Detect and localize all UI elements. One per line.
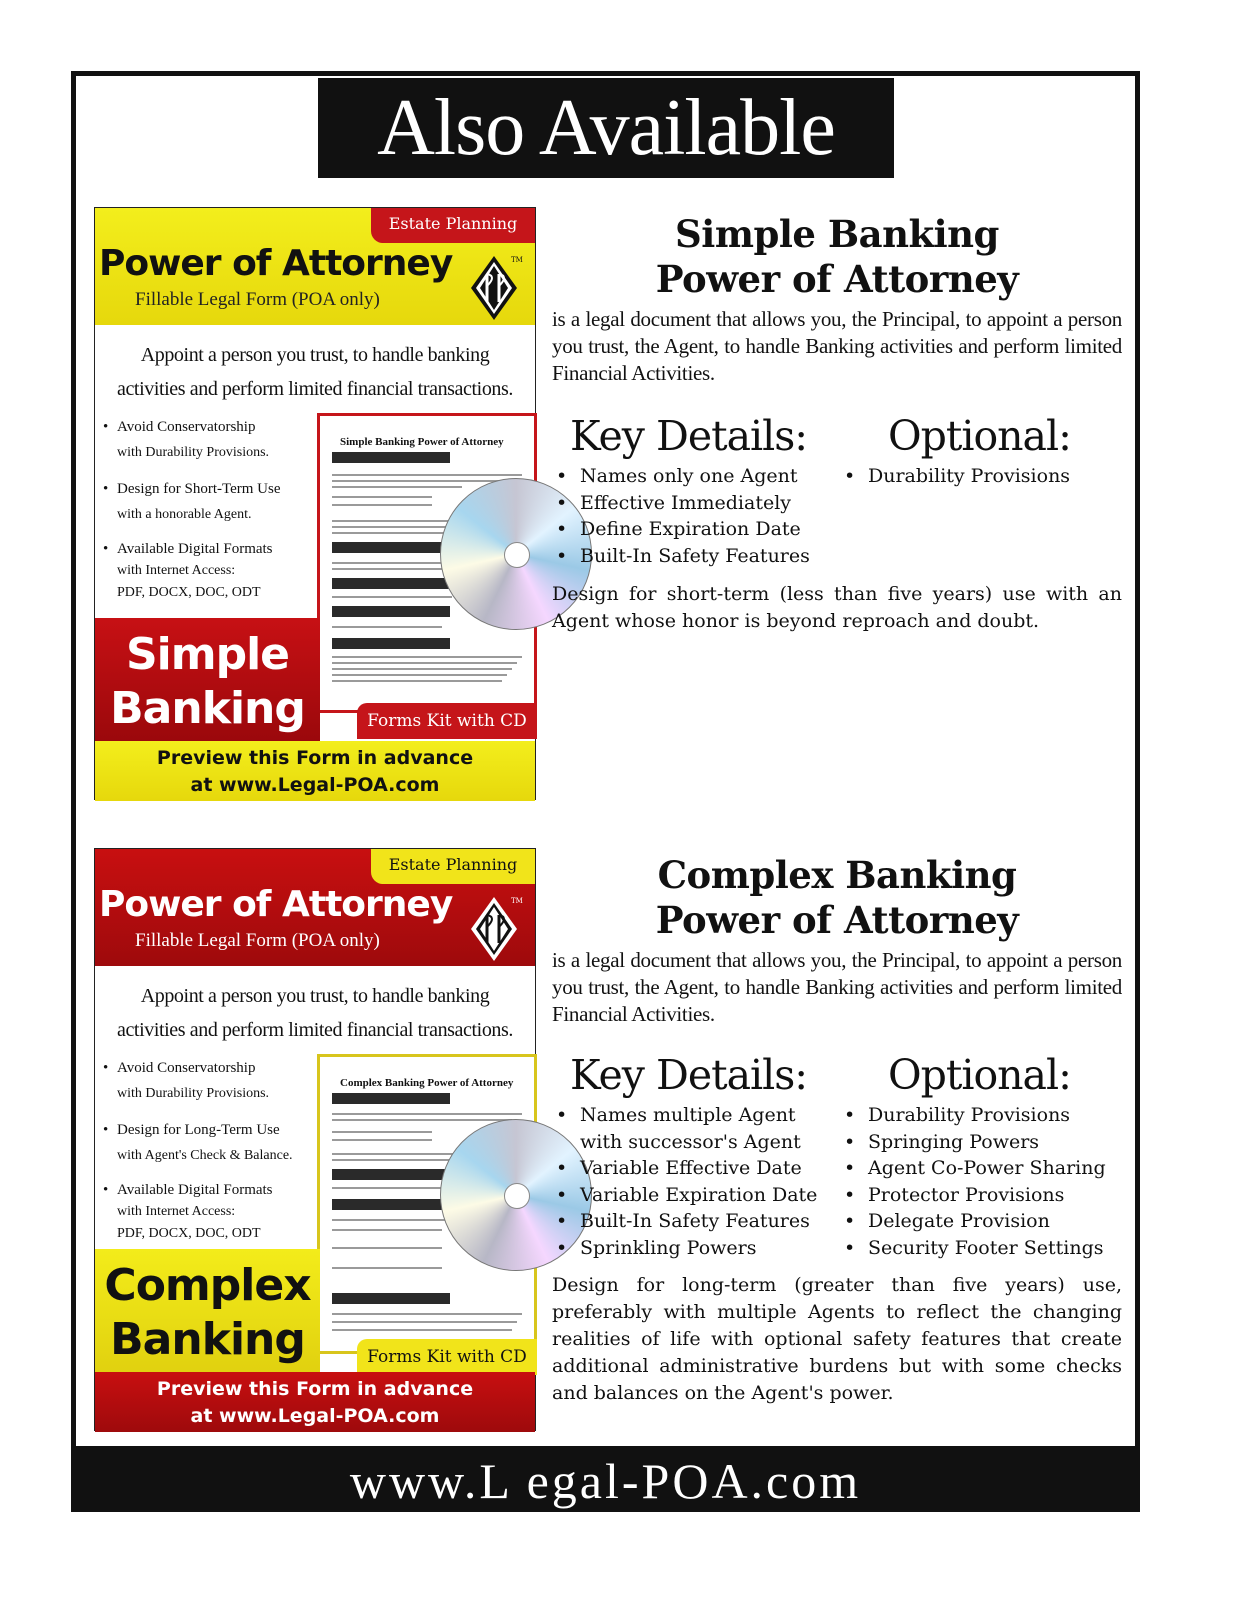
- list-item: • Protector Provisions: [844, 1182, 1124, 1209]
- list-item: • Durability Provisions: [844, 463, 1124, 490]
- list-item: • Avoid Conservatorship with Durability Provisions.: [103, 1055, 318, 1107]
- list-item: • Define Expiration Date: [556, 516, 846, 543]
- page-title: Also Available: [318, 78, 894, 178]
- product-title: Complex Banking Power of Attorney: [655, 853, 1019, 942]
- forms-kit-label: Forms Kit with CD: [357, 1339, 537, 1375]
- product-summary: Design for long-term (greater than five years) use, preferably with multiple Agents to reflect the changing realities of life with optional safety features that create additional administrative burdens but with some checks and balances on the Agent's power.: [552, 1274, 1122, 1404]
- details-section: [552, 411, 1122, 581]
- list-item: • Security Footer Settings: [844, 1235, 1124, 1262]
- list-item: • Built-In Safety Features: [556, 1208, 846, 1235]
- list-item: • Design for Short-Term Use with a honorable Agent.: [103, 476, 318, 528]
- svg-text:TM: TM: [511, 256, 523, 264]
- product-title: Simple Banking Power of Attorney: [655, 212, 1019, 301]
- optional-heading: Optional:: [888, 412, 1071, 460]
- list-item: with successor's Agent: [580, 1130, 801, 1153]
- list-item: • Delegate Provision: [844, 1208, 1124, 1235]
- complex-banking-info: [552, 853, 1122, 1407]
- forms-kit-label: Forms Kit with CD: [357, 703, 537, 739]
- list-item: • Design for Long-Term Use with Agent's Check & Balance.: [103, 1117, 318, 1169]
- list-item: • Sprinkling Powers: [556, 1235, 846, 1262]
- list-item: • Avoid Conservatorship with Durability Provisions.: [103, 414, 318, 466]
- preview-link-banner[interactable]: Preview this Form in advance at www.Legal-POA.com: [95, 741, 535, 801]
- key-details: [556, 1050, 846, 1261]
- form-preview-title: Simple Banking Power of Attorney: [340, 436, 504, 448]
- list-item: • Springing Powers: [844, 1129, 1124, 1156]
- cover-subtitle: Fillable Legal Form (POA only): [135, 289, 380, 310]
- simple-banking-cover[interactable]: [94, 207, 536, 800]
- list-item: • Available Digital Formats with Internet Access: PDF, DOCX, DOC, ODT: [103, 538, 318, 604]
- footer-website-link[interactable]: www.L egal-POA.com: [71, 1446, 1140, 1512]
- brand-logo-icon: [467, 252, 521, 324]
- list-item: • Variable Expiration Date: [556, 1182, 846, 1209]
- key-details-heading: Key Details:: [570, 1051, 808, 1099]
- list-item: • Agent Co-Power Sharing: [844, 1155, 1124, 1182]
- optional-details: [844, 411, 1124, 490]
- product-name-box: Simple Banking: [95, 618, 320, 746]
- cover-subtitle: Fillable Legal Form (POA only): [135, 930, 380, 951]
- list-item: • Names multiple Agent: [556, 1102, 846, 1129]
- list-item: • Built-In Safety Features: [556, 543, 846, 570]
- optional-details: [844, 1050, 1124, 1261]
- list-item: • Variable Effective Date: [556, 1155, 846, 1182]
- estate-planning-tag: Estate Planning: [371, 849, 535, 884]
- cover-bullet-list: [103, 414, 318, 614]
- preview-link-banner[interactable]: Preview this Form in advance at www.Legal-POA.com: [95, 1372, 535, 1432]
- key-details-heading: Key Details:: [570, 412, 808, 460]
- simple-banking-info: [552, 212, 1122, 635]
- optional-heading: Optional:: [888, 1051, 1071, 1099]
- list-item: • Durability Provisions: [844, 1102, 1124, 1129]
- cover-appoint-text: Appoint a person you trust, to handle banking activities and perform limited financial transactions.: [116, 344, 514, 400]
- product-intro: is a legal document that allows you, the Principal, to appoint a person you trust, the Agent, to handle Banking activities and perform limited Financial Activities.: [552, 948, 1122, 1026]
- product-intro: is a legal document that allows you, the Principal, to appoint a person you trust, the Agent, to handle Banking activities and perform limited Financial Activities.: [552, 307, 1122, 385]
- form-preview-title: Complex Banking Power of Attorney: [340, 1077, 514, 1089]
- key-details: [556, 411, 846, 569]
- complex-banking-cover[interactable]: [94, 848, 536, 1431]
- product-name-box: Complex Banking: [95, 1249, 320, 1377]
- cover-title: Power of Attorney: [99, 243, 453, 284]
- cover-bullet-list: [103, 1055, 318, 1255]
- cover-appoint-text: Appoint a person you trust, to handle banking activities and perform limited financial transactions.: [116, 985, 514, 1041]
- list-item: • Available Digital Formats with Internet Access: PDF, DOCX, DOC, ODT: [103, 1179, 318, 1245]
- list-item: • Effective Immediately: [556, 490, 846, 517]
- product-summary: Design for short-term (less than five years) use with an Agent whose honor is beyond reproach and doubt.: [552, 583, 1122, 632]
- cover-title: Power of Attorney: [99, 884, 453, 925]
- estate-planning-tag: Estate Planning: [371, 208, 535, 243]
- svg-text:TM: TM: [511, 897, 523, 905]
- list-item: • Names only one Agent: [556, 463, 846, 490]
- details-section: [552, 1050, 1122, 1272]
- brand-logo-icon: [467, 893, 521, 965]
